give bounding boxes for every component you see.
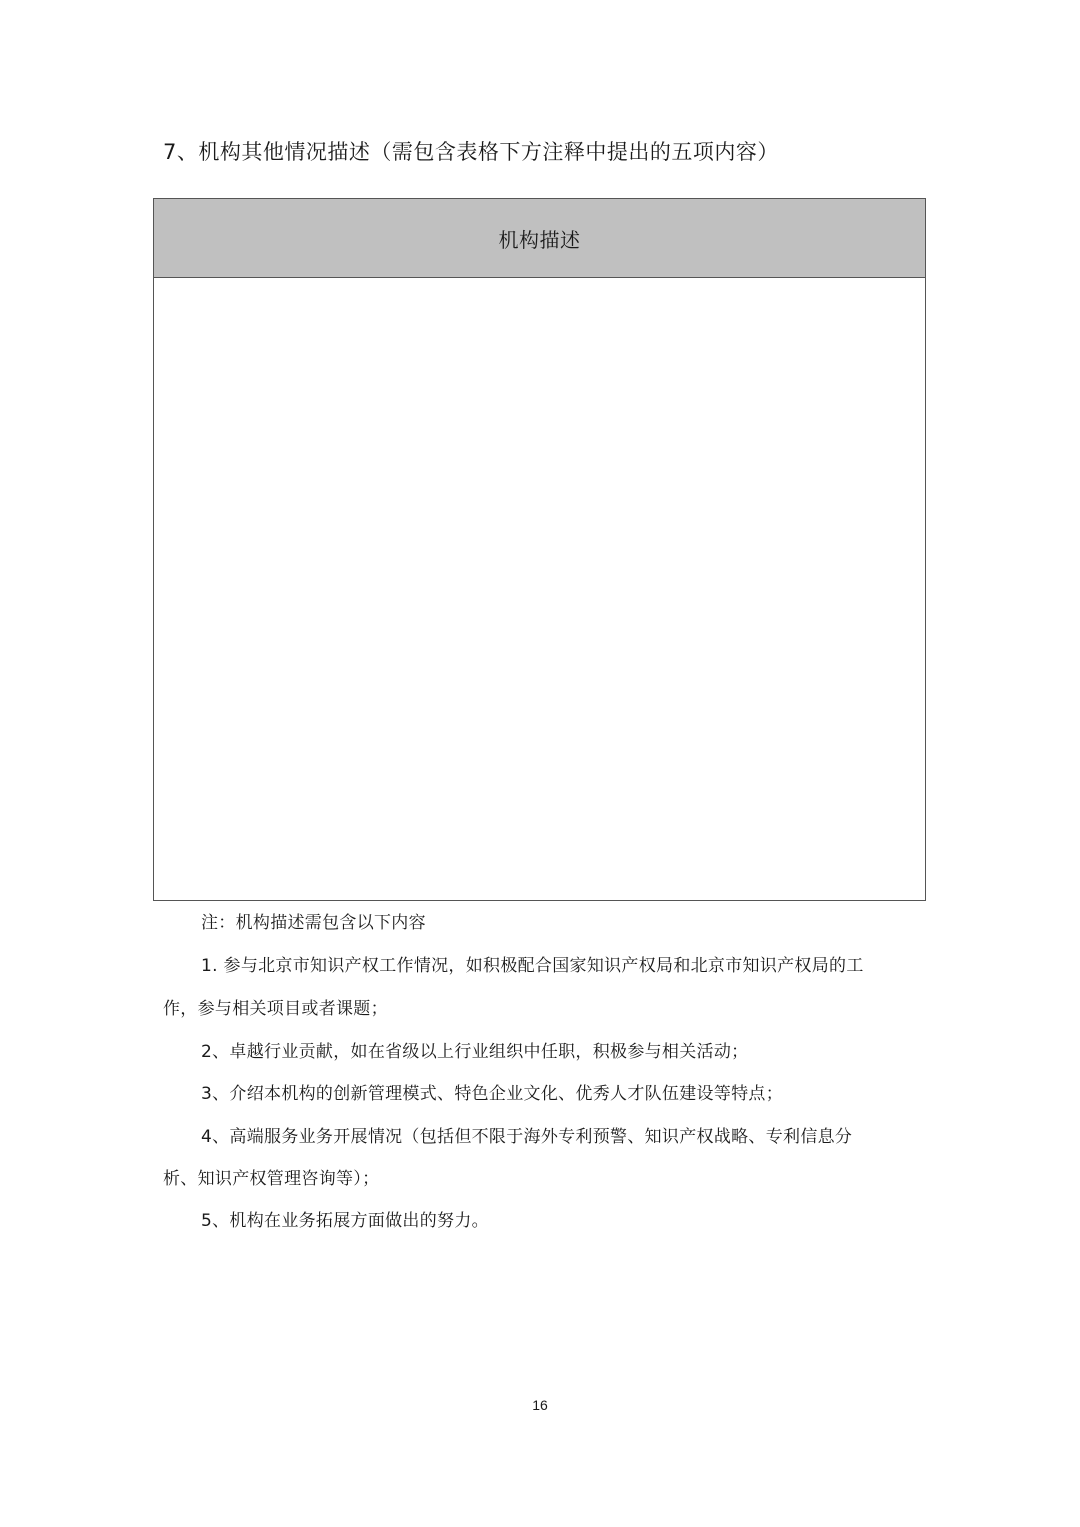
note-item-5: 5、机构在业务拓展方面做出的努力。 (201, 1211, 489, 1231)
page-number: 16 (532, 1397, 548, 1413)
notes-intro: 注：机构描述需包含以下内容 (201, 913, 426, 933)
note-item-4: 4、高端服务业务开展情况（包括但不限于海外专利预警、知识产权战略、专利信息分 (201, 1127, 853, 1147)
note-item-4-continued: 析、知识产权管理咨询等）； (163, 1169, 380, 1189)
description-table-body[interactable] (154, 278, 925, 900)
note-item-2: 2、卓越行业贡献，如在省级以上行业组织中任职，积极参与相关活动； (201, 1042, 749, 1062)
note-item-1-continued: 作，参与相关项目或者课题； (163, 999, 388, 1019)
note-item-3: 3、介绍本机构的创新管理模式、特色企业文化、优秀人才队伍建设等特点； (201, 1084, 784, 1104)
description-table-header: 机构描述 (154, 199, 925, 278)
description-table (153, 198, 926, 901)
section-title: 7、机构其他情况描述（需包含表格下方注释中提出的五项内容） (163, 140, 779, 164)
note-item-1: 1. 参与北京市知识产权工作情况，如积极配合国家知识产权局和北京市知识产权局的工 (201, 956, 864, 976)
